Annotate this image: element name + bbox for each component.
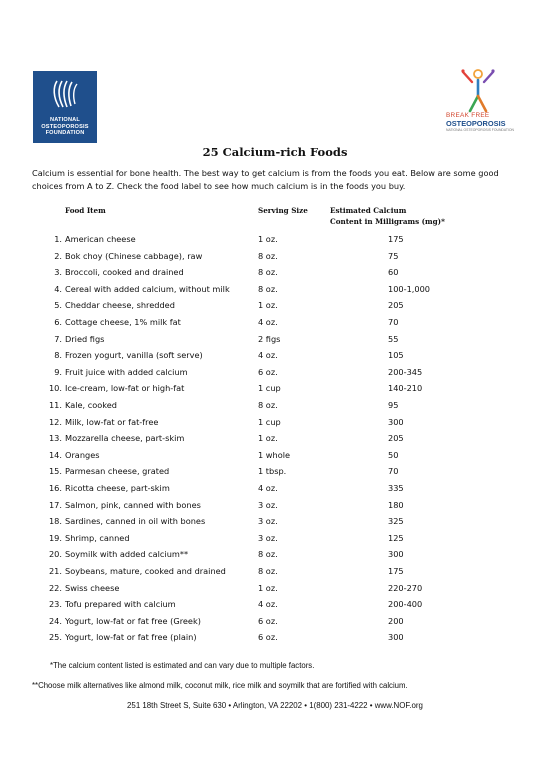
- figure-icon: [460, 68, 496, 114]
- calcium-content: 100-1,000: [388, 283, 431, 294]
- food-item: Ice-cream, low-fat or high-fat: [65, 383, 185, 394]
- calcium-content: 175: [388, 234, 404, 244]
- calcium-content: 300: [388, 549, 404, 560]
- food-item: Oranges: [65, 449, 100, 460]
- calcium-content: 205: [388, 433, 404, 444]
- food-item: Soymilk with added calcium**: [65, 549, 189, 560]
- calcium-content: 300: [388, 416, 404, 427]
- calcium-content: 140-210: [388, 383, 423, 394]
- food-item: Bok choy (Chinese cabbage), raw: [65, 250, 203, 261]
- row-number: 11.: [48, 400, 62, 410]
- break-free-subtext: NATIONAL OSTEOPOROSIS FOUNDATION: [446, 128, 514, 132]
- table-row: [0, 415, 550, 429]
- row-number: 5.: [54, 300, 62, 311]
- row-number: 24.: [48, 615, 62, 626]
- table-row: [0, 514, 550, 528]
- food-item: Frozen yogurt, vanilla (soft serve): [65, 350, 203, 361]
- food-item: Soybeans, mature, cooked and drained: [65, 566, 226, 576]
- food-item: Dried figs: [65, 333, 105, 344]
- table-row: [0, 547, 550, 561]
- serving-size: 2 figs: [258, 333, 281, 344]
- table-row: [0, 249, 550, 263]
- serving-size: 1 oz.: [258, 234, 278, 244]
- food-item: Salmon, pink, canned with bones: [65, 499, 201, 510]
- calcium-content: 200-400: [388, 599, 423, 610]
- row-number: 8.: [54, 350, 62, 361]
- table-row: [0, 232, 550, 246]
- footnote-milk-alternatives: **Choose milk alternatives like almond milk, coconut milk, rice milk and soymilk that are fortified with calcium.: [32, 681, 408, 690]
- table-row: [0, 398, 550, 412]
- food-item: Milk, low-fat or fat-free: [65, 416, 159, 427]
- header-calcium: Estimated Calcium Content in Milligrams (mg)*: [330, 206, 445, 226]
- food-item: Mozzarella cheese, part-skim: [65, 433, 185, 444]
- row-number: 15.: [48, 466, 62, 477]
- footnote-estimated: *The calcium content listed is estimated and can vary due to multiple factors.: [50, 661, 315, 670]
- row-number: 19.: [48, 532, 62, 543]
- serving-size: 8 oz.: [258, 549, 278, 560]
- row-number: 20.: [48, 549, 62, 560]
- serving-size: 1 cup: [258, 383, 281, 394]
- table-row: [0, 298, 550, 312]
- serving-size: 6 oz.: [258, 632, 278, 643]
- serving-size: 4 oz.: [258, 483, 278, 493]
- row-number: 12.: [48, 416, 62, 427]
- serving-size: 1 cup: [258, 416, 281, 427]
- calcium-content: 125: [388, 532, 404, 543]
- food-item: Sardines, canned in oil with bones: [65, 516, 206, 527]
- serving-size: 6 oz.: [258, 366, 278, 377]
- row-number: 21.: [48, 566, 62, 576]
- table-row: [0, 564, 550, 578]
- serving-size: 3 oz.: [258, 499, 278, 510]
- nof-logo-text: NATIONAL OSTEOPOROSIS FOUNDATION: [41, 117, 89, 137]
- row-number: 22.: [48, 582, 62, 593]
- page-title: 25 Calcium-rich Foods: [202, 145, 348, 159]
- serving-size: 8 oz.: [258, 566, 278, 576]
- table-row: [0, 630, 550, 644]
- calcium-content: 105: [388, 350, 404, 361]
- calcium-content: 200: [388, 615, 404, 626]
- food-item: Shrimp, canned: [65, 532, 130, 543]
- calcium-content: 180: [388, 499, 404, 510]
- table-row: [0, 365, 550, 379]
- osteoporosis-text: OSTEOPOROSIS: [446, 119, 506, 128]
- intro-paragraph: Calcium is essential for bone health. The best way to get calcium is from the foods you eat. Below are some good choices from A to Z. Check the food label to see how much calcium is in the foods you buy.: [32, 168, 499, 191]
- row-number: 18.: [48, 516, 62, 527]
- serving-size: 8 oz.: [258, 250, 278, 261]
- table-row: [0, 581, 550, 595]
- calcium-content: 325: [388, 516, 404, 527]
- break-free-text: BREAK FREE: [446, 112, 490, 119]
- food-item: Yogurt, low-fat or fat free (Greek): [65, 615, 201, 626]
- calcium-content: 200-345: [388, 366, 423, 377]
- row-number: 13.: [48, 433, 62, 444]
- calcium-content: 70: [388, 317, 399, 327]
- serving-size: 1 oz.: [258, 582, 278, 593]
- calcium-content: 175: [388, 566, 404, 576]
- serving-size: 8 oz.: [258, 283, 278, 294]
- food-item: Ricotta cheese, part-skim: [65, 483, 170, 493]
- food-item: Kale, cooked: [65, 400, 117, 410]
- break-free-logo: [446, 68, 516, 146]
- food-item: Fruit juice with added calcium: [65, 366, 188, 377]
- food-item: Parmesan cheese, grated: [65, 466, 170, 477]
- food-item: Cheddar cheese, shredded: [65, 300, 175, 311]
- calcium-content: 55: [388, 333, 399, 344]
- food-item: American cheese: [65, 234, 136, 244]
- serving-size: 3 oz.: [258, 516, 278, 527]
- calcium-content: 300: [388, 632, 404, 643]
- table-row: [0, 531, 550, 545]
- row-number: 3.: [54, 267, 62, 278]
- table-row: [0, 282, 550, 296]
- table-row: [0, 332, 550, 346]
- row-number: 6.: [54, 317, 62, 327]
- serving-size: 8 oz.: [258, 400, 278, 410]
- table-row: [0, 431, 550, 445]
- calcium-content: 95: [388, 400, 399, 410]
- row-number: 2.: [54, 250, 62, 261]
- serving-size: 1 oz.: [258, 300, 278, 311]
- row-number: 23.: [48, 599, 62, 610]
- food-item: Tofu prepared with calcium: [65, 599, 176, 610]
- serving-size: 8 oz.: [258, 267, 278, 278]
- row-number: 7.: [54, 333, 62, 344]
- row-number: 25.: [48, 632, 62, 643]
- header-food-item: Food Item: [65, 206, 106, 215]
- table-row: [0, 265, 550, 279]
- food-item: Cereal with added calcium, without milk: [65, 283, 230, 294]
- food-item: Swiss cheese: [65, 582, 120, 593]
- row-number: 17.: [48, 499, 62, 510]
- row-number: 10.: [48, 383, 62, 394]
- table-row: [0, 448, 550, 462]
- calcium-content: 220-270: [388, 582, 423, 593]
- food-item: Cottage cheese, 1% milk fat: [65, 317, 181, 327]
- calcium-content: 70: [388, 466, 399, 477]
- row-number: 4.: [54, 283, 62, 294]
- serving-size: 3 oz.: [258, 532, 278, 543]
- calcium-content: 335: [388, 483, 404, 493]
- serving-size: 6 oz.: [258, 615, 278, 626]
- food-item: Yogurt, low-fat or fat free (plain): [65, 632, 197, 643]
- row-number: 1.: [54, 234, 62, 244]
- row-number: 9.: [54, 366, 62, 377]
- food-item: Broccoli, cooked and drained: [65, 267, 184, 278]
- serving-size: 4 oz.: [258, 350, 278, 361]
- serving-size: 1 oz.: [258, 433, 278, 444]
- spine-emblem-icon: [51, 79, 79, 109]
- nof-logo: [33, 71, 97, 143]
- table-row: [0, 498, 550, 512]
- footer-contact: 251 18th Street S, Suite 630 • Arlington, VA 22202 • 1(800) 231-4222 • www.NOF.org: [127, 701, 423, 710]
- serving-size: 4 oz.: [258, 317, 278, 327]
- table-row: [0, 481, 550, 495]
- table-row: [0, 381, 550, 395]
- table-row: [0, 348, 550, 362]
- calcium-content: 60: [388, 267, 399, 278]
- serving-size: 1 whole: [258, 449, 291, 460]
- serving-size: 4 oz.: [258, 599, 278, 610]
- table-row: [0, 315, 550, 329]
- table-row: [0, 464, 550, 478]
- row-number: 16.: [48, 483, 62, 493]
- calcium-content: 50: [388, 449, 399, 460]
- table-row: [0, 614, 550, 628]
- calcium-content: 75: [388, 250, 399, 261]
- calcium-content: 205: [388, 300, 404, 311]
- header-serving-size: Serving Size: [258, 206, 308, 215]
- table-row: [0, 597, 550, 611]
- row-number: 14.: [48, 449, 62, 460]
- serving-size: 1 tbsp.: [258, 466, 287, 477]
